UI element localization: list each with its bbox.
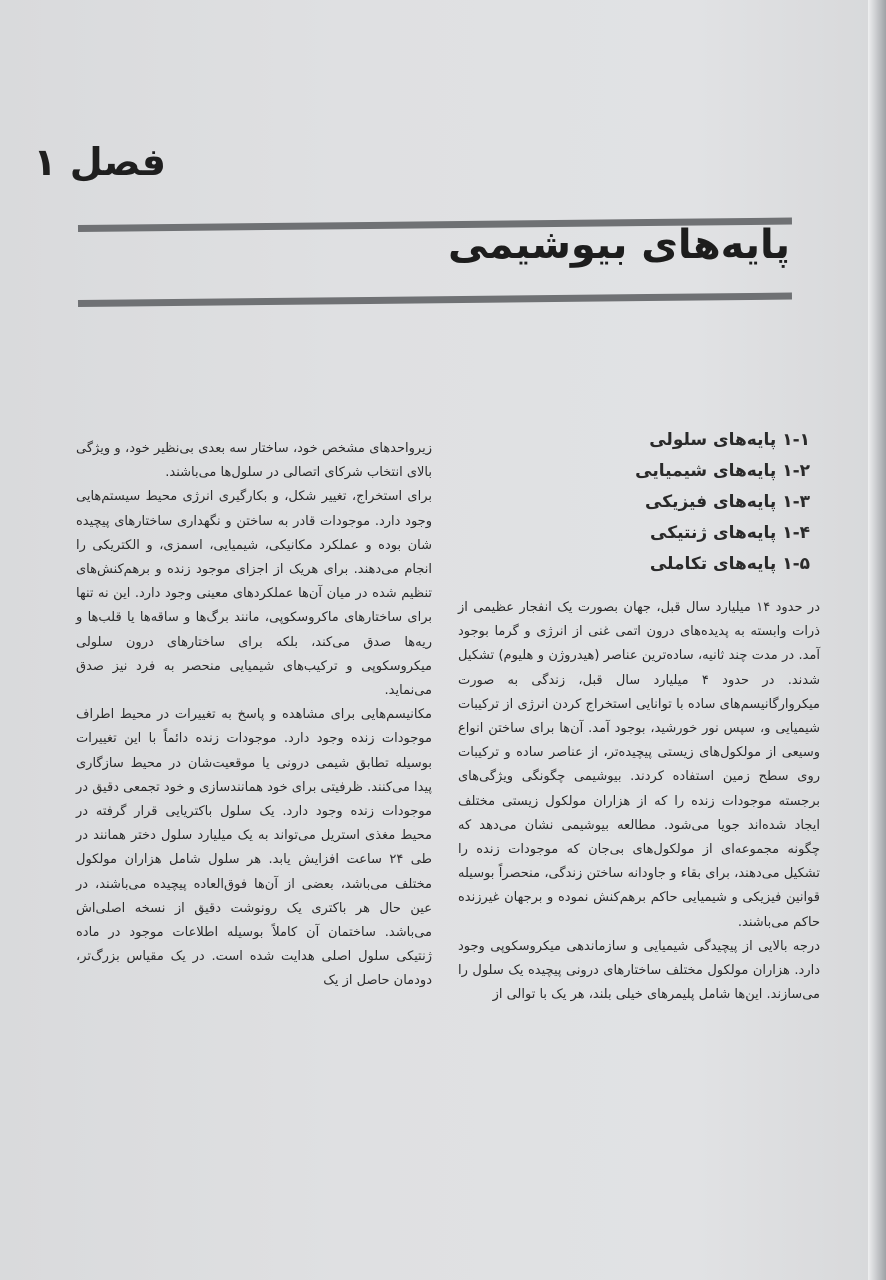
right-column [458, 596, 820, 1007]
paragraph: درجه بالایی از پیچیدگی شیمیایی و سازماندهی میکروسکوپی وجود دارد. هزاران مولکول مختلف ساختارهای درونی پیچیده یک سلول را می‌سازند. این‌ها شامل پلیمرهای خیلی بلند، هر یک با توالی از [458, 938, 820, 1003]
section-item: ۱-۵ پایه‌های تکاملی [649, 554, 810, 574]
section-item: ۱-۲ پایه‌های شیمیایی [635, 461, 810, 481]
section-item: ۱-۳ پایه‌های فیزیکی [645, 492, 810, 512]
paragraph: برای استخراج، تغییر شکل، و بکارگیری انرژی محیط سیستم‌هایی وجود دارد. موجودات قادر به ساختن و نگهداری ساختارهای پیچیده شان بوده و عملکرد مکانیکی، شیمیایی، اسمزی، و الکتریکی را انجام می‌دهند. برای هریک از اجزای موجود زنده و برهم‌کنش‌های تنظیم شده در میان آن‌ها عملکردهای معینی وجود دارد. این نه تنها برای ساختارهای ماکروسکوپی، مانند برگ‌ها و ساقه‌ها یا قلب‌ها و ریه‌ها صدق می‌کند، بلکه برای ساختارهای درون سلولی میکروسکوپی و ترکیب‌های شیمیایی منحصر به فرد نیز صدق می‌نماید. [76, 489, 432, 699]
chapter-label: فصل ۱ [33, 140, 166, 184]
paragraph: در حدود ۱۴ میلیارد سال قبل، جهان بصورت یک انفجار عظیمی از ذرات وابسته به پدیده‌های درون اتمی غنی از انرژی و گرما بوجود آمد. در مدت چند ثانیه، ساده‌ترین عناصر (هیدروژن و هلیوم) تشکیل شدند. در حدود ۴ میلیارد سال قبل، زندگی به صورت میکروارگانیسم‌های ساده با توانایی استخراج کردن انرژی از ترکیبات شیمیایی و، سپس نور خورشید، بوجود آمد. آن‌ها برای ساختن انواع وسیعی از مولکول‌های زیستی پیچیده‌تر، از عناصر ساده و ترکیبات روی سطح زمین استفاده کردند. بیوشیمی چگونگی ویژگی‌های برجسته موجودات زنده را که از هزاران مولکول زیستی مختلف ایجاد شده‌اند جویا می‌شود. مطالعه بیوشیمی نشان می‌دهد که چگونه مجموعه‌ای از مولکول‌های بی‌جان که موجودات زنده را تشکیل می‌دهند، برای بقاء و جاودانه ساختن زندگی، منحصراً بوسیله قوانین فیزیکی و شیمیایی حاکم برهم‌کنش نموده و برجهان غیرزنده حاکم می‌باشند. [458, 600, 820, 930]
section-list [550, 425, 810, 580]
section-item: ۱-۱ پایه‌های سلولی [649, 430, 810, 450]
left-column [76, 437, 432, 994]
paragraph: زیرواحدهای مشخص خود، ساختار سه بعدی بی‌نظیر خود، و ویژگی بالای انتخاب شرکای اتصالی در سلول‌ها می‌باشند. [76, 441, 432, 481]
paragraph: مکانیسم‌هایی برای مشاهده و پاسخ به تغییرات در محیط اطراف موجودات زنده وجود دارد. موجودات زنده دائماً با این تغییرات بوسیله تطابق شیمی درونی یا موقعیت‌شان در محیط سازگاری پیدا می‌کنند. ظرفیتی برای خود همانندسازی و خود تجمعی دقیق در موجودات زنده وجود دارد. یک سلول باکتریایی قرار گرفته در محیط مغذی استریل می‌تواند به یک میلیارد سلول دختر همانند در طی ۲۴ ساعت افزایش یابد. هر سلول شامل هزاران مولکول مختلف می‌باشد، بعضی از آن‌ها فوق‌العاده پیچیده می‌باشند، در عین حال هر باکتری یک رونوشت دقیق از نسخه اصلی‌اش می‌باشد. ساختمان آن کاملاً بوسیله اطلاعات موجود در ماده ژنتیکی سلول اصلی هدایت شده است. در یک مقیاس بزرگ‌تر، دودمان حاصل از یک [76, 707, 432, 989]
page-edge [868, 0, 886, 1280]
section-item: ۱-۴ پایه‌های ژنتیکی [650, 523, 810, 543]
chapter-title: پایه‌های بیوشیمی [447, 222, 790, 268]
